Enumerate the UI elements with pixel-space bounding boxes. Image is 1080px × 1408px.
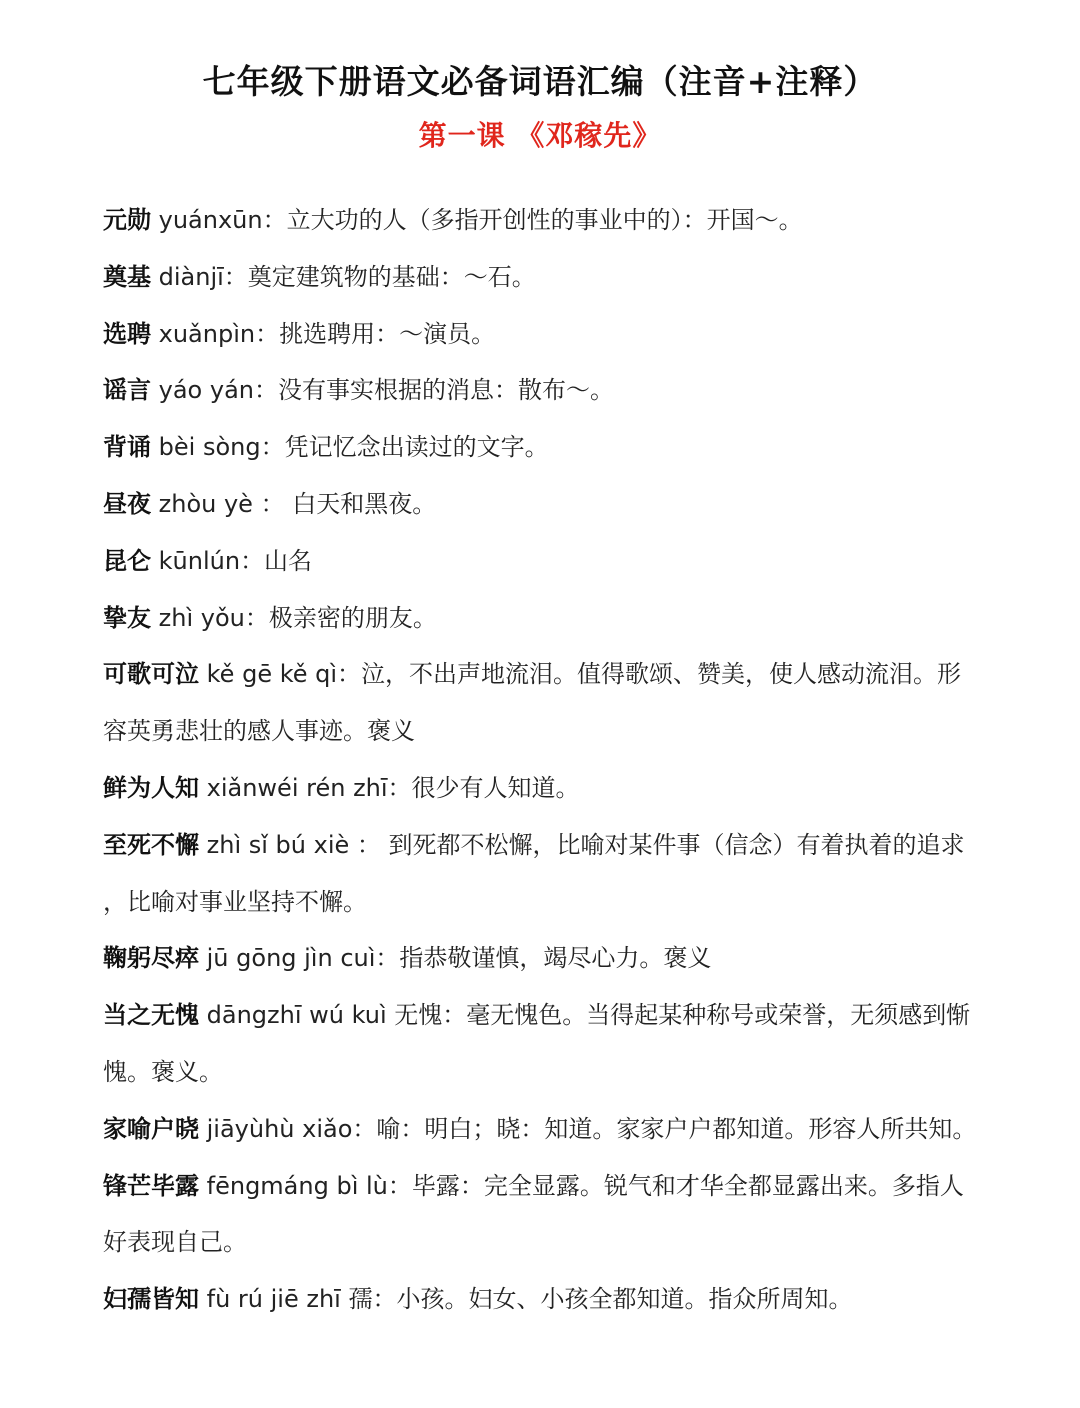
definition: ：极亲密的朋友。 xyxy=(244,603,437,632)
definition: ：挑选聘用：～演员。 xyxy=(255,319,496,348)
list-item xyxy=(103,1101,983,1158)
definition: ：很少有人知道。 xyxy=(387,773,580,802)
term: 背诵 xyxy=(103,433,151,462)
list-item xyxy=(103,249,983,306)
list-item xyxy=(103,590,983,647)
list-item xyxy=(103,419,983,476)
term: 昆仑 xyxy=(103,546,151,575)
definition: 孺：小孩。妇女、小孩全都知道。指众所周知。 xyxy=(340,1285,853,1314)
lesson-heading: 第一课 《邓稼先》 xyxy=(418,119,662,152)
term: 至死不懈 xyxy=(103,830,199,859)
pinyin: kě gē kě qì xyxy=(206,660,338,689)
definition: ： 白天和黑夜。 xyxy=(252,489,437,518)
term: 锋芒毕露 xyxy=(103,1171,199,1200)
term: 鞠躬尽瘁 xyxy=(103,944,199,973)
page-title: 七年级下册语文必备词语汇编（注音+注释） xyxy=(202,62,878,101)
pinyin: zhì yǒu xyxy=(158,603,245,632)
list-item xyxy=(103,362,983,419)
term: 鲜为人知 xyxy=(103,773,199,802)
definition: ：指恭敬谨慎，竭尽心力。褒义 xyxy=(375,944,712,973)
term: 选聘 xyxy=(103,319,151,348)
pinyin: xiǎnwéi rén zhī xyxy=(206,773,388,802)
definition: ：泣，不出声地流泪。值得歌颂、赞美，使人感动流泪。形容英勇悲壮的感人事迹。褒义 xyxy=(103,660,962,746)
list-item xyxy=(103,817,983,931)
term: 元勋 xyxy=(103,206,151,234)
list-item xyxy=(103,1158,983,1272)
pinyin: zhì sǐ bú xiè xyxy=(206,830,350,859)
definition: ：凭记忆念出读过的文字。 xyxy=(260,433,549,462)
pinyin: fēngmáng bì lù xyxy=(206,1171,388,1200)
definition: 无愧：毫无愧色。当得起某种称号或荣誉，无须感到惭愧。褒义。 xyxy=(103,1001,971,1086)
definition: ：立大功的人（多指开创性的事业中的）：开国～。 xyxy=(262,206,803,234)
list-item xyxy=(103,476,983,533)
term: 奠基 xyxy=(103,262,151,291)
term: 可歌可泣 xyxy=(103,660,199,689)
list-item xyxy=(103,192,983,249)
term: 谣言 xyxy=(103,376,151,405)
list-item xyxy=(103,306,983,363)
vocabulary-list xyxy=(103,192,983,1328)
pinyin: bèi sòng xyxy=(158,433,261,462)
pinyin: zhòu yè xyxy=(158,489,253,518)
list-item xyxy=(103,987,983,1101)
pinyin: yuánxūn xyxy=(158,206,263,234)
pinyin: fù rú jiē zhī xyxy=(206,1285,341,1314)
definition: ： 到死都不松懈，比喻对某件事（信念）有着执着的追求 ，比喻对事业坚持不懈。 xyxy=(103,830,965,916)
definition: ：喻：明白；晓：知道。家家户户都知道。形容人所共知。 xyxy=(352,1114,977,1143)
pinyin: yáo yán xyxy=(158,376,254,405)
definition: ：奠定建筑物的基础：～石。 xyxy=(223,262,536,291)
list-item xyxy=(103,930,983,987)
list-item xyxy=(103,760,983,817)
list-item xyxy=(103,1271,983,1328)
pinyin: xuǎnpìn xyxy=(158,319,256,348)
definition: ：毕露：完全显露。锐气和才华全都显露出来。多指人好表现自己。 xyxy=(103,1171,964,1257)
term: 妇孺皆知 xyxy=(103,1285,199,1314)
definition: ：山名 xyxy=(240,546,313,575)
list-item xyxy=(103,533,983,590)
term: 家喻户晓 xyxy=(103,1114,199,1143)
term: 挚友 xyxy=(103,603,151,632)
pinyin: dāngzhī wú kuì xyxy=(206,1001,387,1030)
pinyin: diànjī xyxy=(158,262,224,291)
term: 昼夜 xyxy=(103,489,151,518)
pinyin: jū gōng jìn cuì xyxy=(206,944,376,973)
list-item xyxy=(103,646,983,760)
pinyin: kūnlún xyxy=(158,546,241,575)
pinyin: jiāyùhù xiǎo xyxy=(206,1114,353,1143)
definition: ：没有事实根据的消息：散布～。 xyxy=(253,376,614,405)
term: 当之无愧 xyxy=(103,1001,199,1030)
